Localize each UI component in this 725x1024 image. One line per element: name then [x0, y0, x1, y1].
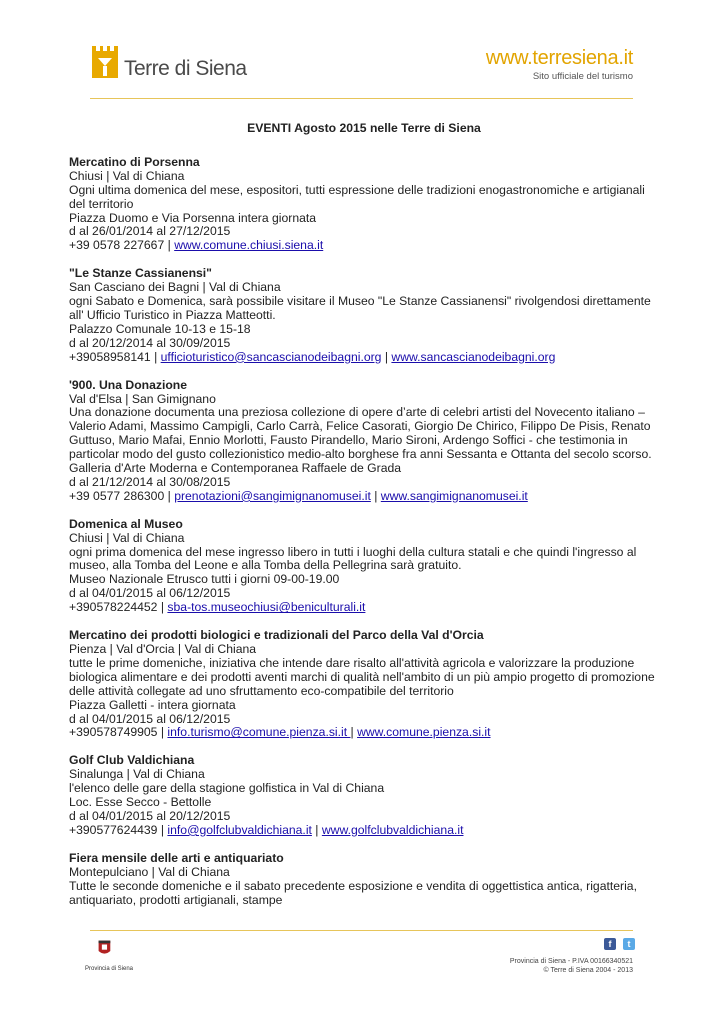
event-contact-line [69, 824, 659, 838]
event-contact-line [69, 601, 659, 615]
event-detail-line: Museo Nazionale Etrusco tutti i giorni 09-00-19.00 [69, 572, 340, 587]
event-detail-line: d al 20/12/2014 al 30/09/2015 [69, 335, 231, 350]
event-detail-line: Palazzo Comunale 10-13 e 15-18 [69, 321, 251, 336]
event-phone: +390578749905 [69, 725, 158, 740]
event-detail-line: d al 26/01/2014 al 27/12/2015 [69, 224, 231, 239]
event-detail-line: Piazza Duomo e Via Porsenna intera giornata [69, 210, 317, 225]
event-item [69, 629, 659, 740]
terre-di-siena-logo-icon[interactable] [90, 44, 120, 80]
footer-info [510, 957, 633, 975]
event-item [69, 852, 659, 908]
document-body [69, 122, 659, 921]
event-phone: +39058958141 [69, 349, 151, 364]
events-list [69, 156, 659, 908]
event-detail-line: Val d'Elsa | San Gimignano [69, 391, 216, 406]
event-detail-line: d al 04/01/2015 al 06/12/2015 [69, 586, 231, 601]
event-phone: +39 0578 227667 [69, 238, 165, 253]
event-website-link[interactable]: www.comune.pienza.si.it [357, 725, 491, 740]
event-title: Fiera mensile delle arti e antiquariato [69, 850, 284, 865]
event-detail-line: Tutte le seconde domeniche e il sabato precedente esposizione e vendita di oggettistica antica, rigatteria, antiquariato, prodotti artigianali, stampe [69, 878, 637, 907]
separator: | [311, 822, 322, 837]
separator: | [164, 238, 175, 253]
event-contact-line [69, 490, 659, 504]
provincia-crest-icon [96, 936, 122, 966]
event-item [69, 267, 659, 364]
event-detail-line: l'elenco delle gare della stagione golfistica in Val di Chiana [69, 781, 385, 796]
event-title: Domenica al Museo [69, 516, 183, 531]
event-email-link[interactable]: prenotazioni@sangimignanomusei.it [174, 488, 371, 503]
event-contact-line [69, 726, 659, 740]
event-item [69, 379, 659, 504]
event-phone: +390577624439 [69, 822, 158, 837]
event-detail-line: Ogni ultima domenica del mese, espositori, tutti espressione delle tradizioni enogastronomiche e artigianali del territorio [69, 182, 645, 211]
event-title: Mercatino dei prodotti biologici e tradizionali del Parco della Val d'Orcia [69, 628, 484, 643]
event-email-link[interactable]: info.turismo@comune.pienza.si.it [167, 725, 351, 740]
event-detail-line: d al 04/01/2015 al 20/12/2015 [69, 808, 231, 823]
event-contact-line [69, 239, 659, 253]
document-title: EVENTI Agosto 2015 nelle Terre di Siena [247, 121, 481, 135]
separator: | [370, 488, 381, 503]
separator: | [150, 349, 161, 364]
event-email-link[interactable]: info@golfclubvaldichiana.it [167, 822, 312, 837]
event-detail-line: Pienza | Val d'Orcia | Val di Chiana [69, 642, 257, 656]
header-divider [90, 98, 633, 99]
separator: | [350, 725, 358, 740]
event-item [69, 754, 659, 837]
event-detail-line: d al 04/01/2015 al 06/12/2015 [69, 711, 231, 726]
event-detail-line: Loc. Esse Secco - Bettolle [69, 795, 212, 810]
event-title: '900. Una Donazione [69, 377, 188, 392]
event-title: "Le Stanze Cassianensi" [69, 266, 212, 281]
event-item [69, 518, 659, 615]
event-detail-line: d al 21/12/2014 al 30/08/2015 [69, 474, 231, 489]
event-detail-line: Chiusi | Val di Chiana [69, 530, 185, 545]
page-header [0, 0, 725, 100]
event-email-link[interactable]: ufficioturistico@sancascianodeibagni.org [160, 349, 382, 364]
event-website-link[interactable]: www.sancascianodeibagni.org [391, 349, 556, 364]
event-contact-line [69, 351, 659, 365]
separator: | [381, 349, 392, 364]
event-detail-line: Montepulciano | Val di Chiana [69, 864, 230, 879]
footer-divider [90, 930, 633, 931]
separator: | [164, 488, 175, 503]
event-website-link[interactable]: www.golfclubvaldichiana.it [321, 822, 464, 837]
event-detail-line: San Casciano dei Bagni | Val di Chiana [69, 280, 281, 295]
event-detail-line: Piazza Galletti - intera giornata [69, 697, 236, 712]
logo-text: Terre di Siena [124, 57, 247, 80]
site-url-link[interactable]: www.terresiena.it [485, 47, 633, 69]
facebook-icon[interactable]: f [604, 938, 616, 950]
separator: | [157, 600, 168, 615]
event-website-link[interactable]: www.comune.chiusi.siena.it [174, 238, 324, 253]
event-title: Golf Club Valdichiana [69, 753, 195, 768]
footer-info-line2: © Terre di Siena 2004 - 2013 [543, 967, 633, 974]
twitter-icon[interactable]: t [623, 938, 635, 950]
separator: | [157, 725, 168, 740]
event-detail-line: Galleria d'Arte Moderna e Contemporanea Raffaele de Grada [69, 461, 402, 476]
site-subtitle: Sito ufficiale del turismo [532, 71, 633, 82]
event-item [69, 156, 659, 253]
event-detail-line: ogni Sabato e Domenica, sarà possibile visitare il Museo "Le Stanze Cassianensi" rivolgendosi direttamente all' Ufficio Turistico in Piazza Matteotti. [69, 294, 651, 322]
event-detail-line: ogni prima domenica del mese ingresso libero in tutti i luoghi della cultura statali e che quindi l'ingresso al museo, alla Tomba del Leone e alla Tomba della Pellegrina sarà gratuito. [69, 544, 637, 573]
event-detail-line: Sinalunga | Val di Chiana [69, 767, 205, 782]
event-detail-line: tutte le prime domeniche, iniziativa che intende dare risalto all'attività agricola e valorizzare la produzione biologica alimentare e dei prodotti aventi marchi di qualità nell'ambito di un più ampio progetto di promozione delle attività collegate ad uno sfruttamento eco-compatibile del territorio [69, 655, 655, 698]
event-detail-line: Una donazione documenta una preziosa collezione di opere d’arte di celebri artisti del Novecento italiano – Valerio Adami, Massimo Campigli, Carlo Carrà, Felice Casorati, Giorgio De Chirico, Filippo De Pisis, Renato Guttuso, Mario Mafai, Ennio Morlotti, Fausto Pirandello, Mario Sironi, Ardengo Soffici - che testimonia in particolar modo del gusto collezionistico medio-alto borghese fra anni Sessanta e Ottanta del secolo scorso. [69, 405, 652, 462]
event-detail-line: Chiusi | Val di Chiana [69, 168, 185, 183]
event-phone: +390578224452 [69, 600, 158, 615]
separator: | [157, 822, 168, 837]
footer-info-line1: Provincia di Siena - P.IVA 00166340521 [509, 958, 633, 965]
event-title: Mercatino di Porsenna [69, 154, 200, 169]
footer-crest-label: Provincia di Siena [84, 966, 134, 972]
event-phone: +39 0577 286300 [69, 488, 165, 503]
event-email-link[interactable]: sba-tos.museochiusi@beniculturali.it [167, 600, 366, 615]
event-website-link[interactable]: www.sangimignanomusei.it [380, 488, 528, 503]
